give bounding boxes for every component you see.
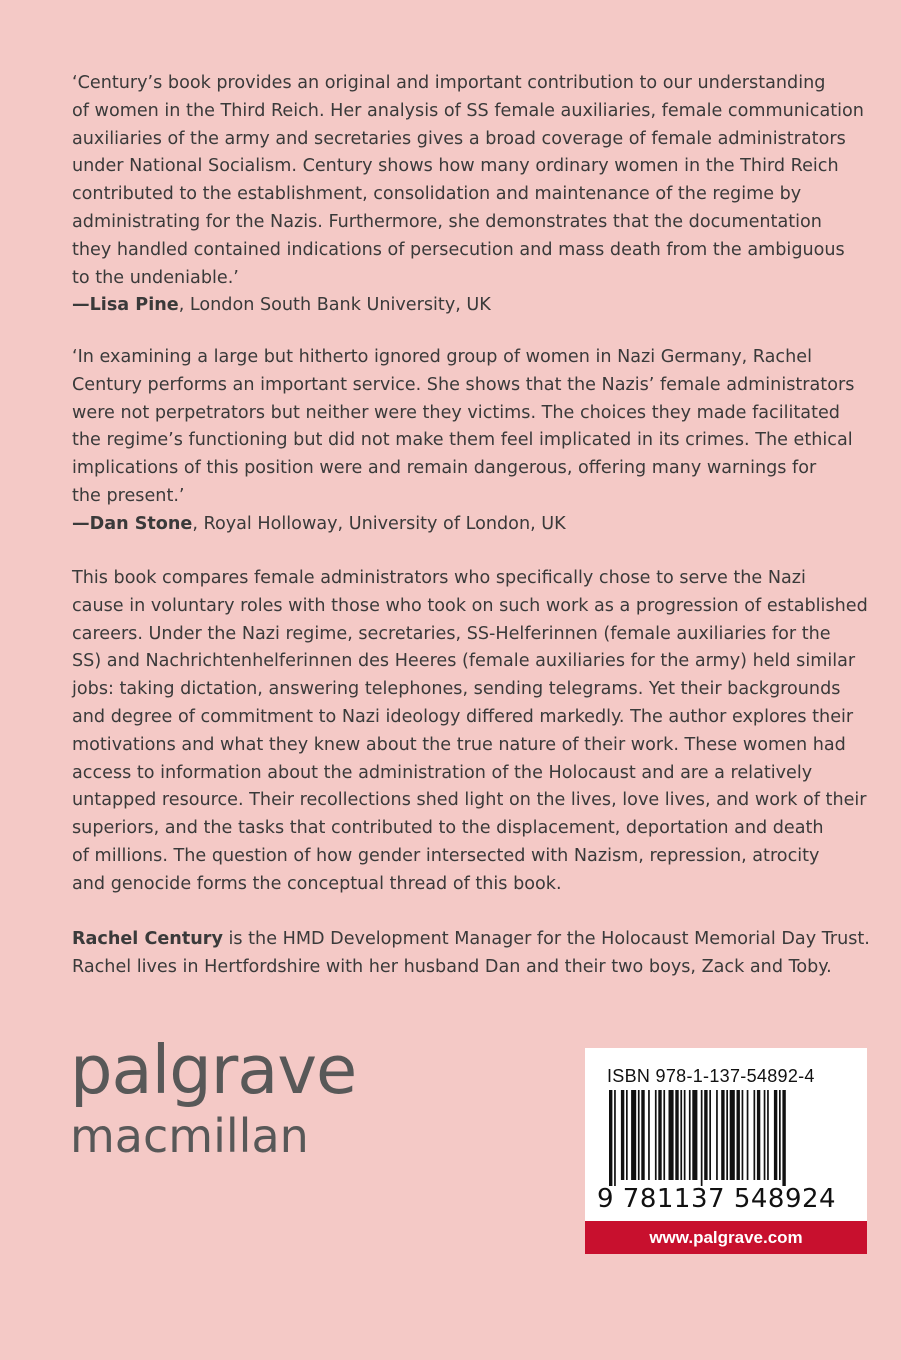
attribution-affiliation: , London South Bank University, UK	[178, 295, 491, 316]
barcode-bar	[626, 1090, 628, 1180]
author-name: Rachel Century	[72, 929, 223, 949]
barcode-bar	[648, 1090, 650, 1180]
barcode-bar	[721, 1090, 724, 1180]
barcode-bar	[638, 1090, 640, 1180]
barcode-bar	[689, 1090, 691, 1180]
quote-attribution	[72, 292, 862, 320]
description-line: of millions. The question of how gender intersected with Nazism, repression, atrocity	[72, 845, 820, 866]
isbn-barcode-panel	[585, 1048, 867, 1254]
barcode-bar	[669, 1090, 674, 1180]
quote-line: of women in the Third Reich. Her analysis of SS female auxiliaries, female communication	[72, 100, 864, 121]
barcode-bar	[754, 1090, 756, 1180]
barcode-bar	[701, 1090, 703, 1186]
description-line: superiors, and the tasks that contributed to the displacement, deportation and death	[72, 818, 824, 839]
attribution-name: Dan Stone	[89, 513, 193, 534]
barcode-bar	[680, 1090, 682, 1180]
quote-line: to the undeniable.’	[72, 267, 239, 288]
endorsement-quote-lisa-pine	[72, 70, 862, 320]
barcode-bar	[675, 1090, 678, 1180]
barcode-bar	[692, 1090, 697, 1180]
attribution-dash: —	[72, 513, 90, 534]
endorsement-quote-dan-stone	[72, 344, 862, 539]
barcode-bar	[709, 1090, 711, 1180]
quote-line: auxiliaries of the army and secretaries gives a broad coverage of female administrators	[72, 128, 846, 149]
barcode-bar	[737, 1090, 740, 1180]
quote-line: were not perpetrators but neither were they victims. The choices they made facilitated	[72, 402, 840, 423]
palgrave-macmillan-logo	[70, 1031, 357, 1164]
quote-line: ‘In examining a large but hitherto ignored group of women in Nazi Germany, Rachel	[72, 347, 812, 367]
quote-line: they handled contained indications of persecution and mass death from the ambiguous	[72, 239, 845, 260]
barcode-bar	[658, 1090, 661, 1180]
attribution-affiliation: , Royal Holloway, University of London, UK	[192, 513, 566, 534]
barcode-bar	[641, 1090, 644, 1180]
barcode-bar	[767, 1090, 769, 1180]
quote-line: administrating for the Nazis. Furthermore, she demonstrates that the documentation	[72, 211, 822, 232]
barcode-bar	[742, 1090, 744, 1180]
description-line: and genocide forms the conceptual thread of this book.	[72, 873, 562, 894]
quote-line: under National Socialism. Century shows how many ordinary women in the Third Reich	[72, 156, 839, 177]
barcode-bar	[782, 1090, 785, 1186]
author-bio	[72, 926, 870, 982]
barcode-bar	[631, 1090, 636, 1180]
quote-line: implications of this position were and remain dangerous, offering many warnings for	[72, 458, 817, 479]
description-line: motivations and what they knew about the true nature of their work. These women had	[72, 734, 846, 755]
book-description	[72, 565, 868, 899]
attribution-name: Lisa Pine	[89, 295, 179, 316]
description-line: untapped resource. Their recollections shed light on the lives, love lives, and work of their	[72, 790, 867, 811]
description-line: jobs: taking dictation, answering telephones, sending telegrams. Yet their backgrounds	[72, 679, 841, 700]
quote-attribution	[72, 511, 862, 539]
barcode-bar	[716, 1090, 718, 1180]
description-line: careers. Under the Nazi regime, secretaries, SS-Helferinnen (female auxiliaries for the	[72, 623, 831, 644]
barcode-digits: 9 781137 548924	[597, 1184, 837, 1214]
barcode-bar	[764, 1090, 766, 1180]
description-line: SS) and Nachrichtenhelferinnen des Heeres (female auxiliaries for the army) held similar	[72, 651, 856, 672]
quote-line: contributed to the establishment, consolidation and maintenance of the regime by	[72, 184, 802, 205]
quote-line: Century performs an important service. She shows that the Nazis’ female administrators	[72, 374, 855, 395]
barcode-bar	[704, 1090, 707, 1180]
description-line: and degree of commitment to Nazi ideology differed markedly. The author explores their	[72, 706, 854, 727]
quote-line: ‘Century’s book provides an original and important contribution to our understanding	[72, 73, 826, 93]
barcode-bar	[726, 1090, 728, 1180]
barcode-bar	[779, 1090, 781, 1180]
description-line: access to information about the administration of the Holocaust and are a relatively	[72, 762, 813, 783]
barcode-bar	[621, 1090, 624, 1180]
quote-line: the regime’s functioning but did not make them feel implicated in its crimes. The ethical	[72, 430, 853, 451]
bio-line: Rachel lives in Hertfordshire with her husband Dan and their two boys, Zack and Toby.	[72, 956, 832, 977]
barcode-bar	[655, 1090, 657, 1180]
barcode-icon	[607, 1090, 845, 1186]
barcode-bar	[684, 1090, 686, 1180]
website-url: www.palgrave.com	[585, 1221, 867, 1254]
quote-line: the present.’	[72, 485, 185, 506]
description-line: cause in voluntary roles with those who took on such work as a progression of established	[72, 595, 868, 616]
barcode-bar	[774, 1090, 777, 1180]
attribution-dash: —	[72, 295, 90, 316]
bio-text: is the HMD Development Manager for the Holocaust Memorial Day Trust.	[222, 929, 870, 949]
logo-macmillan-text: macmillan	[70, 1109, 309, 1163]
barcode-bar	[730, 1090, 735, 1180]
barcode-bar	[609, 1090, 612, 1186]
barcode-bar	[614, 1090, 616, 1186]
logo-palgrave-text: palgrave	[70, 1031, 357, 1109]
bio-line	[72, 926, 870, 954]
barcode-bar	[757, 1090, 760, 1180]
isbn-label: ISBN 978-1-137-54892-4	[607, 1066, 815, 1086]
barcode-bar	[747, 1090, 749, 1180]
barcode-bar	[663, 1090, 665, 1180]
description-line: This book compares female administrators who specifically chose to serve the Nazi	[72, 568, 806, 588]
